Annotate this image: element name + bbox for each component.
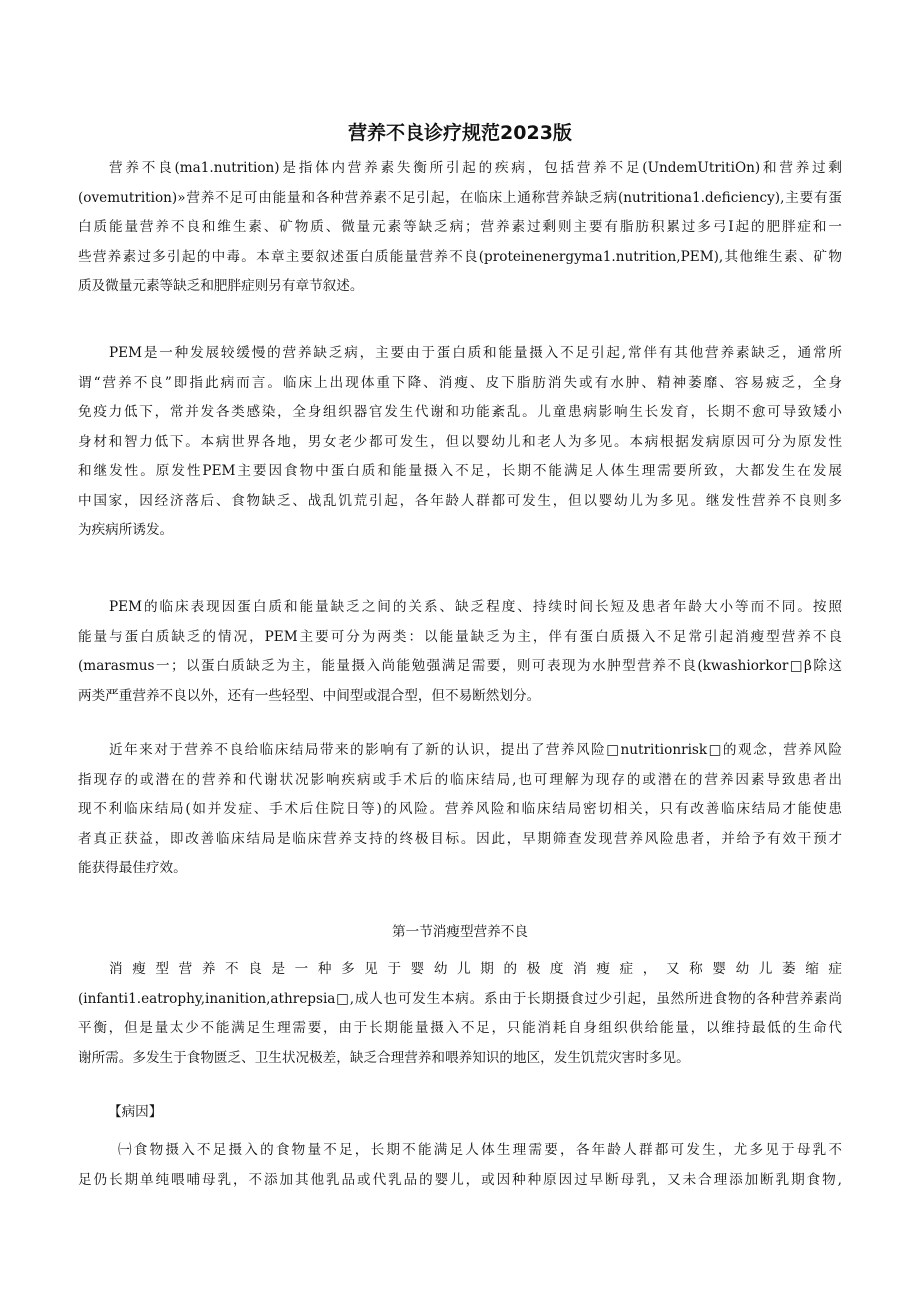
paragraph-line: 消瘦型营养不良是一种多见于婴幼儿期的极度消瘦症，又称婴幼儿萎缩症 [109,961,842,977]
paragraph-line: 能量与蛋白质缺乏的情况，PEM主要可分为两类：以能量缺乏为主，伴有蛋白质摄入不足常引起消瘦型营养不良 [78,628,842,645]
paragraph-line: 白质能量营养不良和维生素、矿物质、微量元素等缺乏病；营养素过剩则主要有脂肪积累过多弓I起的肥胖症和一 [78,219,842,235]
paragraph-line: 谢所需。多发生于食物匮乏、卫生状况极差，缺乏合理营养和喂养知识的地区，发生饥荒灾害时多见。 [78,1049,690,1066]
paragraph-nutrition-risk [78,736,842,884]
paragraph-line: PEM的临床表现因蛋白质和能量缺乏之间的关系、缺乏程度、持续时间长短及患者年龄大小等而不同。按照 [109,599,842,615]
section-heading: 第一节消瘦型营养不良 [392,924,528,940]
etiology-heading: 【病因】 [108,1104,163,1120]
paragraph-line: 和继发性。原发性PEM主要因食物中蛋白质和能量摄入不足，长期不能满足人体生理需要所致，大都发生在发展 [78,463,842,479]
paragraph-line: 足仍长期单纯喂哺母乳，不添加其他乳品或代乳品的婴儿，或因种种原因过早断母乳，又未合理添加断乳期食物, [78,1171,842,1188]
paragraph-pem-overview [78,339,842,546]
paragraph-line: 为疾病所诱发。 [78,522,174,538]
paragraph-line: ㈠食物摄入不足摄入的食物量不足，长期不能满足人体生理需要，各年龄人群都可发生，尤多见于母乳不 [118,1142,842,1158]
paragraph-line: 谓“营养不良”即指此病而言。临床上出现体重下降、消瘦、皮下脂肪消失或有水肿、精神萎靡、容易疲乏，全身 [78,374,842,391]
paragraph-line: 营养不良(ma1.nutrition)是指体内营养素失衡所引起的疾病，包括营养不足(UndemUtritiOn)和营养过剩 [109,160,842,176]
paragraph-line: (marasmus一；以蛋白质缺乏为主，能量摄入尚能勉强满足需要，则可表现为水肿型营养不良(kwashiorkor□β除这 [78,658,842,674]
paragraph-line: (ovemutrition)»营养不足可由能量和各种营养素不足引起，在临床上通称营养缺乏病(nutritiona1.deficiency),主要有蛋 [78,189,842,206]
paragraph-line: (infanti1.eatrophy,inanition,athrepsia□,成人也可发生本病。系由于长期摄食过少引起，虽然所进食物的各种营养素尚 [78,990,842,1007]
paragraph-line: 平衡，但是量太少不能满足生理需要，由于长期能量摄入不足，只能消耗自身组织供给能量，以维持最低的生命代 [78,1020,842,1036]
paragraph-line: 能获得最佳疗效。 [78,860,187,876]
etiology-heading-block [78,1098,842,1128]
paragraph-line: 现不利临床结局(如并发症、手术后住院日等)的风险。营养风险和临床结局密切相关，只有改善临床结局才能使患 [78,801,842,817]
paragraph-intro [78,154,842,302]
page-title: 营养不良诊疗规范2023版 [348,122,572,144]
paragraph-etiology-food [78,1136,842,1195]
paragraph-line: 指现存的或潜在的营养和代谢状况影响疾病或手术后的临床结局,也可理解为现存的或潜在的营养因素导致患者出 [78,771,842,788]
paragraph-line: 近年来对于营养不良给临床结局带来的影响有了新的认识，提出了营养风险□nutritionrisk□的观念，营养风险 [109,742,842,758]
paragraph-line: 些营养素过多引起的中毒。本章主要叙述蛋白质能量营养不良(proteinenergyma1.nutrition,PEM),其他维生素、矿物 [78,248,842,265]
paragraph-line: 中国家，因经济落后、食物缺乏、战乱饥荒引起，各年龄人群都可发生，但以婴幼儿为多见。继发性营养不良则多 [78,492,842,509]
paragraph-line: PEM是一种发展较缓慢的营养缺乏病，主要由于蛋白质和能量摄入不足引起,常伴有其他营养素缺乏，通常所 [109,345,842,361]
paragraph-pem-types [78,593,842,711]
paragraph-line: 质及微量元素等缺乏和肥胖症则另有章节叙述。 [78,278,364,294]
paragraph-marasmus [78,955,842,1073]
paragraph-line: 身材和智力低下。本病世界各地，男女老少都可发生，但以婴幼儿和老人为多见。本病根据发病原因可分为原发性 [78,433,842,450]
paragraph-line: 者真正获益，即改善临床结局是临床营养支持的终极目标。因此，早期筛查发现营养风险患者，并给予有效干预才 [78,830,842,847]
paragraph-line: 免疫力低下，常并发各类感染，全身组织器官发生代谢和功能紊乱。儿童患病影响生长发育，长期不愈可导致矮小 [78,404,842,420]
paragraph-line: 两类严重营养不良以外，还有一些轻型、中间型或混合型，但不易断然划分。 [78,687,541,704]
